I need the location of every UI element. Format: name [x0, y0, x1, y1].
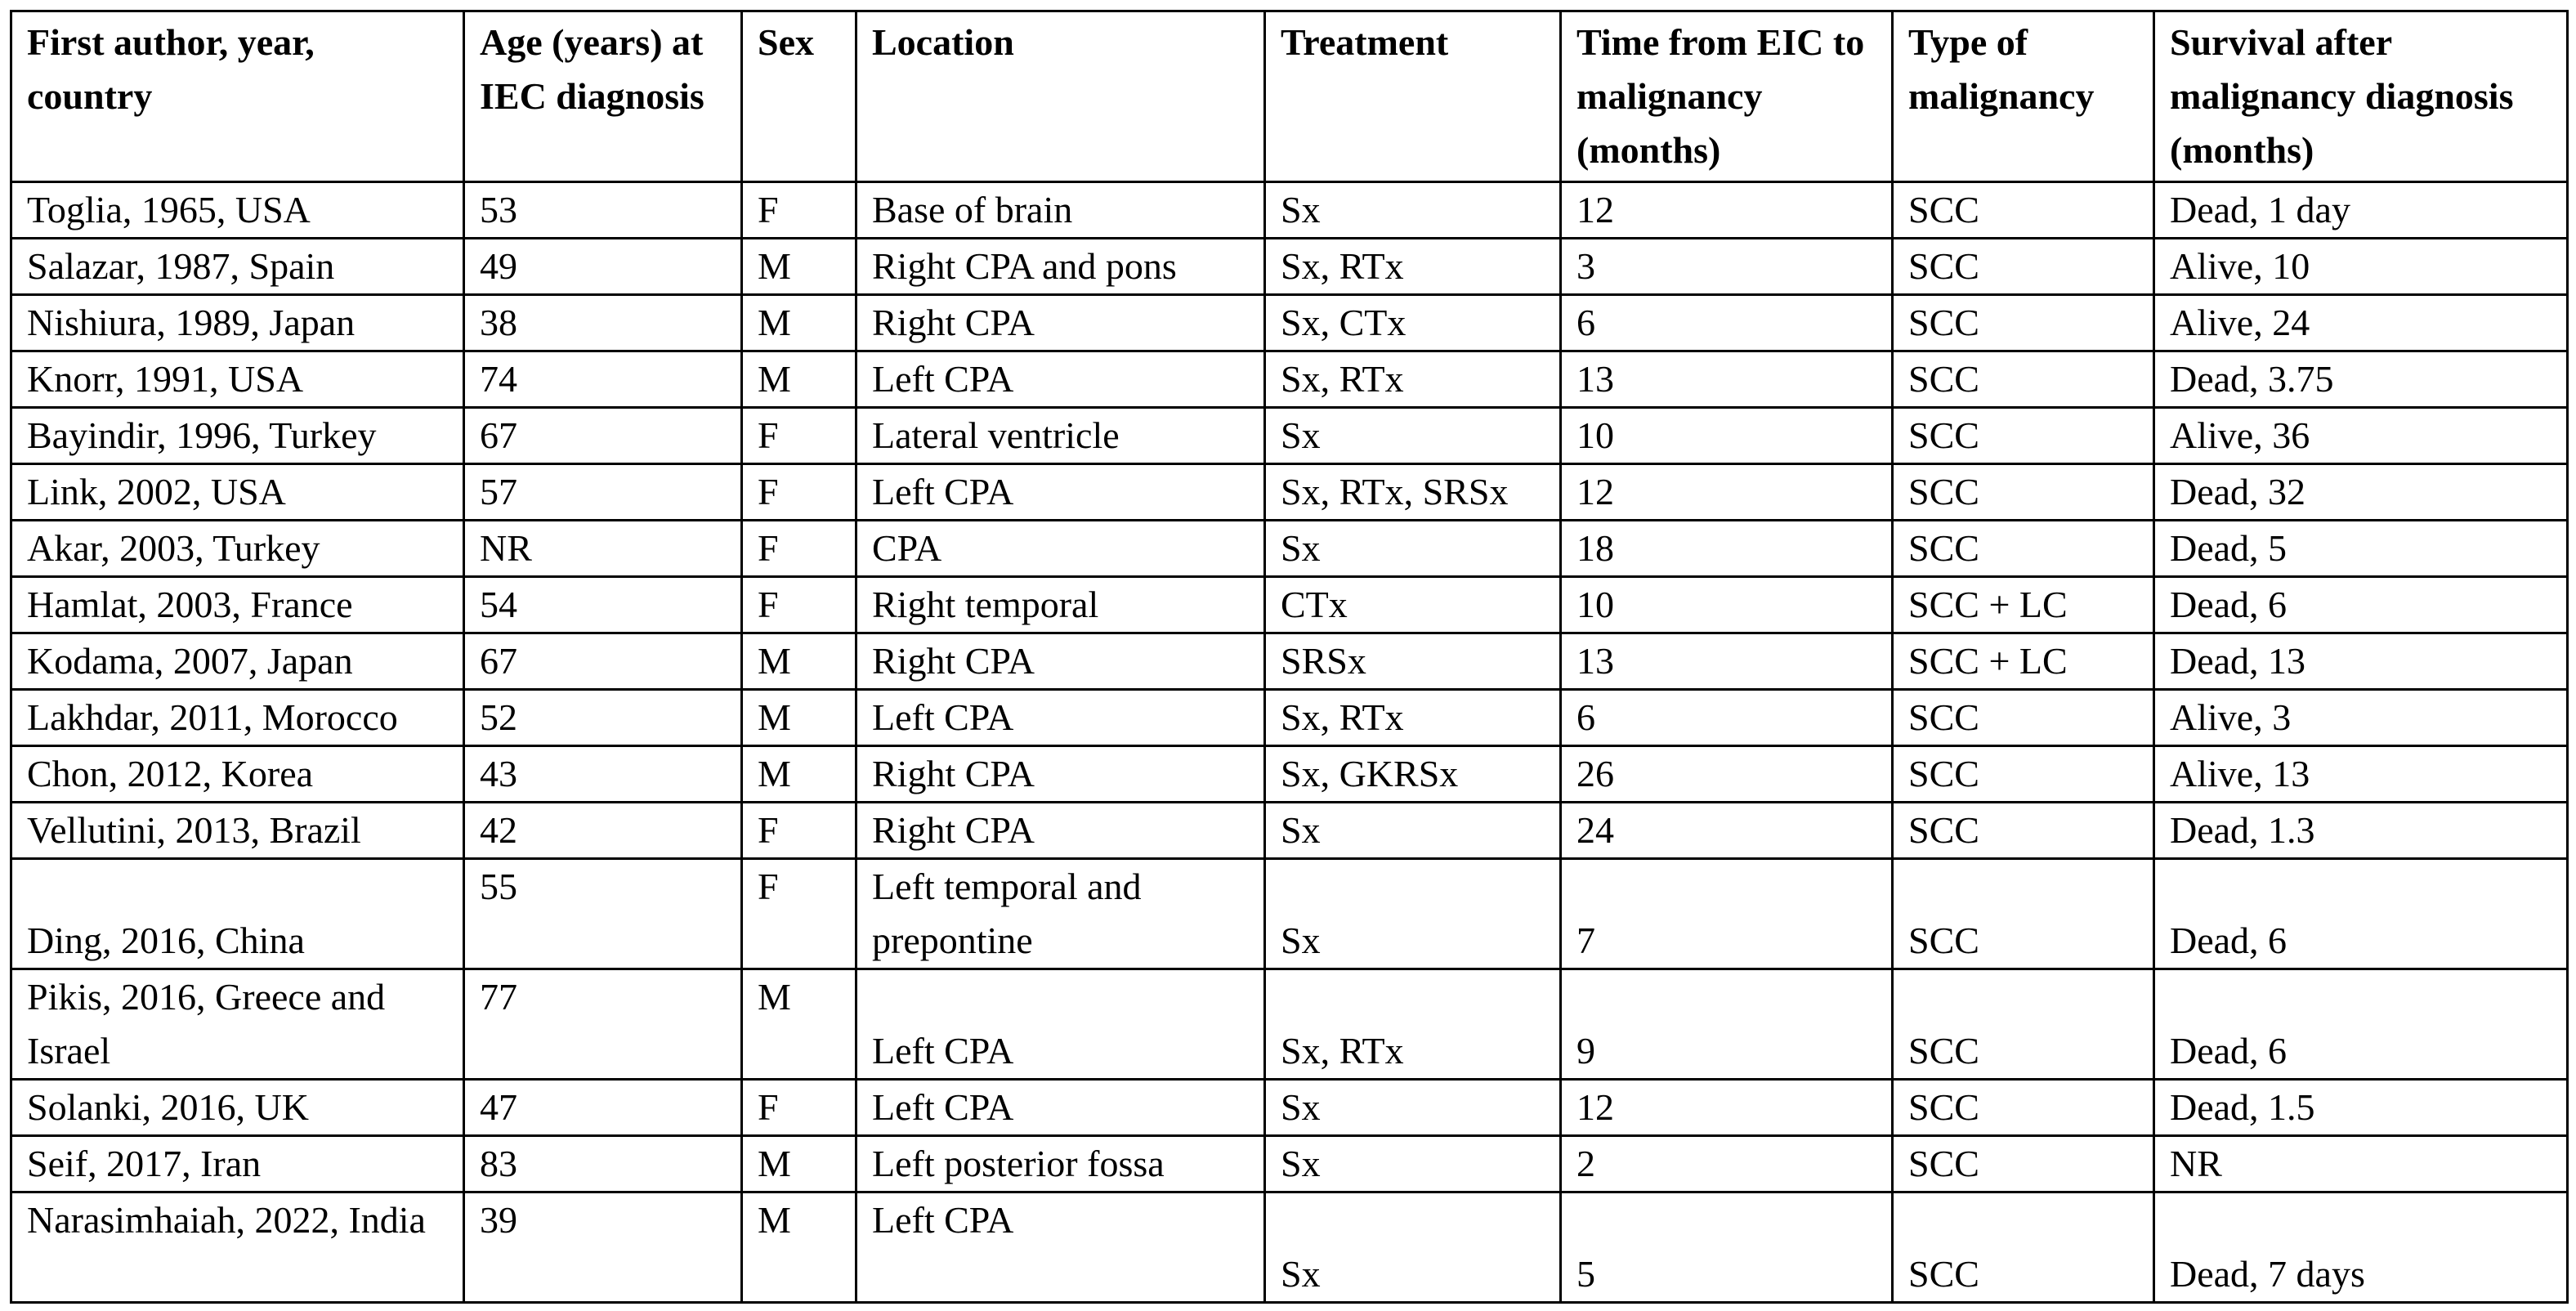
- cell-treatment: Sx: [1265, 803, 1561, 859]
- cell-location: Lateral ventricle: [856, 408, 1265, 464]
- cell-type: SCC: [1893, 1192, 2154, 1303]
- cell-age: 54: [464, 577, 742, 633]
- cell-age: 67: [464, 408, 742, 464]
- cell-time: 3: [1561, 239, 1893, 295]
- cell-author: Vellutini, 2013, Brazil: [11, 803, 464, 859]
- cell-age: 77: [464, 969, 742, 1080]
- cell-location: Right CPA: [856, 295, 1265, 351]
- cell-time: 12: [1561, 464, 1893, 521]
- cell-author: Kodama, 2007, Japan: [11, 633, 464, 690]
- cell-survival: Dead, 7 days: [2154, 1192, 2568, 1303]
- cell-treatment: SRSx: [1265, 633, 1561, 690]
- cell-time: 2: [1561, 1136, 1893, 1192]
- cell-treatment: CTx: [1265, 577, 1561, 633]
- cell-age: 55: [464, 859, 742, 969]
- cell-author: Nishiura, 1989, Japan: [11, 295, 464, 351]
- cell-age: 42: [464, 803, 742, 859]
- cell-location: Left CPA: [856, 1080, 1265, 1136]
- cell-time: 12: [1561, 1080, 1893, 1136]
- cell-author: Knorr, 1991, USA: [11, 351, 464, 408]
- cell-time: 13: [1561, 351, 1893, 408]
- table-row: [11, 803, 2568, 859]
- cell-sex: M: [742, 690, 856, 746]
- cell-time: 9: [1561, 969, 1893, 1080]
- cell-time: 7: [1561, 859, 1893, 969]
- cell-age: 57: [464, 464, 742, 521]
- cell-treatment: Sx, RTx: [1265, 690, 1561, 746]
- cell-author: Narasimhaiah, 2022, India: [11, 1192, 464, 1303]
- cell-time: 5: [1561, 1192, 1893, 1303]
- cell-age: 39: [464, 1192, 742, 1303]
- cell-time: 6: [1561, 690, 1893, 746]
- cell-sex: F: [742, 577, 856, 633]
- cell-author: Akar, 2003, Turkey: [11, 521, 464, 577]
- cell-sex: M: [742, 969, 856, 1080]
- cell-time: 6: [1561, 295, 1893, 351]
- cell-author: Seif, 2017, Iran: [11, 1136, 464, 1192]
- cell-age: 47: [464, 1080, 742, 1136]
- cell-age: 49: [464, 239, 742, 295]
- cell-author: Hamlat, 2003, France: [11, 577, 464, 633]
- cell-time: 18: [1561, 521, 1893, 577]
- cell-type: SCC: [1893, 859, 2154, 969]
- cell-location: Left CPA: [856, 969, 1265, 1080]
- cell-treatment: Sx: [1265, 1192, 1561, 1303]
- cell-location: Right CPA: [856, 633, 1265, 690]
- cell-sex: M: [742, 239, 856, 295]
- cell-survival: Dead, 13: [2154, 633, 2568, 690]
- header-age: Age (years) at IEC diagnosis: [464, 11, 742, 182]
- cell-survival: Dead, 5: [2154, 521, 2568, 577]
- cell-survival: Alive, 3: [2154, 690, 2568, 746]
- table-row: [11, 969, 2568, 1080]
- table-row: [11, 859, 2568, 969]
- cell-survival: Dead, 3.75: [2154, 351, 2568, 408]
- cell-author: Toglia, 1965, USA: [11, 182, 464, 239]
- header-treatment: Treatment: [1265, 11, 1561, 182]
- cell-age: 67: [464, 633, 742, 690]
- cell-time: 26: [1561, 746, 1893, 803]
- cell-type: SCC: [1893, 1136, 2154, 1192]
- cell-survival: Alive, 10: [2154, 239, 2568, 295]
- cell-survival: Dead, 1.5: [2154, 1080, 2568, 1136]
- header-row: [11, 11, 2568, 182]
- cell-treatment: Sx: [1265, 521, 1561, 577]
- cell-age: 53: [464, 182, 742, 239]
- cell-survival: Dead, 32: [2154, 464, 2568, 521]
- header-time-to-malignancy: Time from EIC to malignancy (months): [1561, 11, 1893, 182]
- cell-survival: Alive, 13: [2154, 746, 2568, 803]
- cell-treatment: Sx, RTx: [1265, 351, 1561, 408]
- cell-type: SCC: [1893, 351, 2154, 408]
- cell-type: SCC: [1893, 521, 2154, 577]
- cell-treatment: Sx: [1265, 859, 1561, 969]
- cell-sex: M: [742, 1192, 856, 1303]
- cell-treatment: Sx, RTx, SRSx: [1265, 464, 1561, 521]
- cell-time: 10: [1561, 577, 1893, 633]
- cell-location: Right CPA: [856, 803, 1265, 859]
- cell-sex: M: [742, 633, 856, 690]
- table-row: [11, 577, 2568, 633]
- table-row: [11, 521, 2568, 577]
- cell-age: 74: [464, 351, 742, 408]
- cell-sex: F: [742, 464, 856, 521]
- cell-survival: NR: [2154, 1136, 2568, 1192]
- cell-sex: F: [742, 182, 856, 239]
- cell-sex: M: [742, 746, 856, 803]
- cell-sex: F: [742, 408, 856, 464]
- table-row: [11, 408, 2568, 464]
- header-survival: Survival after malignancy diagnosis (months): [2154, 11, 2568, 182]
- cell-treatment: Sx: [1265, 1080, 1561, 1136]
- cell-author: Pikis, 2016, Greece and Israel: [11, 969, 464, 1080]
- cell-author: Lakhdar, 2011, Morocco: [11, 690, 464, 746]
- cell-sex: F: [742, 859, 856, 969]
- table-container: [10, 10, 2566, 1304]
- table-row: [11, 351, 2568, 408]
- cell-type: SCC: [1893, 408, 2154, 464]
- cell-type: SCC: [1893, 803, 2154, 859]
- malignancy-case-table: [10, 10, 2569, 1304]
- cell-survival: Alive, 36: [2154, 408, 2568, 464]
- table-row: [11, 690, 2568, 746]
- header-author: First author, year, country: [11, 11, 464, 182]
- table-row: [11, 464, 2568, 521]
- cell-age: 83: [464, 1136, 742, 1192]
- cell-age: 43: [464, 746, 742, 803]
- cell-author: Solanki, 2016, UK: [11, 1080, 464, 1136]
- cell-sex: M: [742, 351, 856, 408]
- cell-location: Left CPA: [856, 351, 1265, 408]
- cell-survival: Dead, 1 day: [2154, 182, 2568, 239]
- header-location: Location: [856, 11, 1265, 182]
- cell-author: Chon, 2012, Korea: [11, 746, 464, 803]
- cell-type: SCC: [1893, 1080, 2154, 1136]
- cell-author: Salazar, 1987, Spain: [11, 239, 464, 295]
- table-row: [11, 1080, 2568, 1136]
- cell-time: 12: [1561, 182, 1893, 239]
- cell-type: SCC: [1893, 746, 2154, 803]
- cell-type: SCC: [1893, 969, 2154, 1080]
- cell-survival: Dead, 1.3: [2154, 803, 2568, 859]
- cell-treatment: Sx, RTx: [1265, 969, 1561, 1080]
- table-body: [11, 182, 2568, 1303]
- cell-type: SCC: [1893, 239, 2154, 295]
- cell-sex: M: [742, 295, 856, 351]
- cell-treatment: Sx: [1265, 182, 1561, 239]
- cell-treatment: Sx, CTx: [1265, 295, 1561, 351]
- cell-sex: F: [742, 521, 856, 577]
- table-row: [11, 295, 2568, 351]
- table-row: [11, 633, 2568, 690]
- cell-sex: F: [742, 1080, 856, 1136]
- cell-location: Left CPA: [856, 690, 1265, 746]
- cell-age: 52: [464, 690, 742, 746]
- cell-location: Right CPA: [856, 746, 1265, 803]
- cell-location: Base of brain: [856, 182, 1265, 239]
- cell-treatment: Sx: [1265, 408, 1561, 464]
- table-row: [11, 182, 2568, 239]
- cell-location: Right CPA and pons: [856, 239, 1265, 295]
- cell-survival: Dead, 6: [2154, 969, 2568, 1080]
- table-row: [11, 746, 2568, 803]
- cell-location: Left temporal and prepontine: [856, 859, 1265, 969]
- cell-type: SCC: [1893, 295, 2154, 351]
- cell-author: Bayindir, 1996, Turkey: [11, 408, 464, 464]
- cell-age: NR: [464, 521, 742, 577]
- cell-treatment: Sx, GKRSx: [1265, 746, 1561, 803]
- table-row: [11, 239, 2568, 295]
- cell-type: SCC + LC: [1893, 633, 2154, 690]
- cell-type: SCC: [1893, 690, 2154, 746]
- header-sex: Sex: [742, 11, 856, 182]
- cell-type: SCC: [1893, 464, 2154, 521]
- cell-age: 38: [464, 295, 742, 351]
- cell-treatment: Sx: [1265, 1136, 1561, 1192]
- cell-location: Left CPA: [856, 464, 1265, 521]
- cell-time: 24: [1561, 803, 1893, 859]
- cell-survival: Dead, 6: [2154, 859, 2568, 969]
- table-row: [11, 1136, 2568, 1192]
- cell-treatment: Sx, RTx: [1265, 239, 1561, 295]
- cell-author: Ding, 2016, China: [11, 859, 464, 969]
- cell-sex: M: [742, 1136, 856, 1192]
- cell-time: 13: [1561, 633, 1893, 690]
- table-row: [11, 1192, 2568, 1303]
- cell-location: Right temporal: [856, 577, 1265, 633]
- cell-location: CPA: [856, 521, 1265, 577]
- cell-sex: F: [742, 803, 856, 859]
- cell-survival: Alive, 24: [2154, 295, 2568, 351]
- cell-location: Left CPA: [856, 1192, 1265, 1303]
- header-malignancy-type: Type of malignancy: [1893, 11, 2154, 182]
- cell-author: Link, 2002, USA: [11, 464, 464, 521]
- cell-location: Left posterior fossa: [856, 1136, 1265, 1192]
- cell-type: SCC: [1893, 182, 2154, 239]
- cell-type: SCC + LC: [1893, 577, 2154, 633]
- cell-time: 10: [1561, 408, 1893, 464]
- cell-survival: Dead, 6: [2154, 577, 2568, 633]
